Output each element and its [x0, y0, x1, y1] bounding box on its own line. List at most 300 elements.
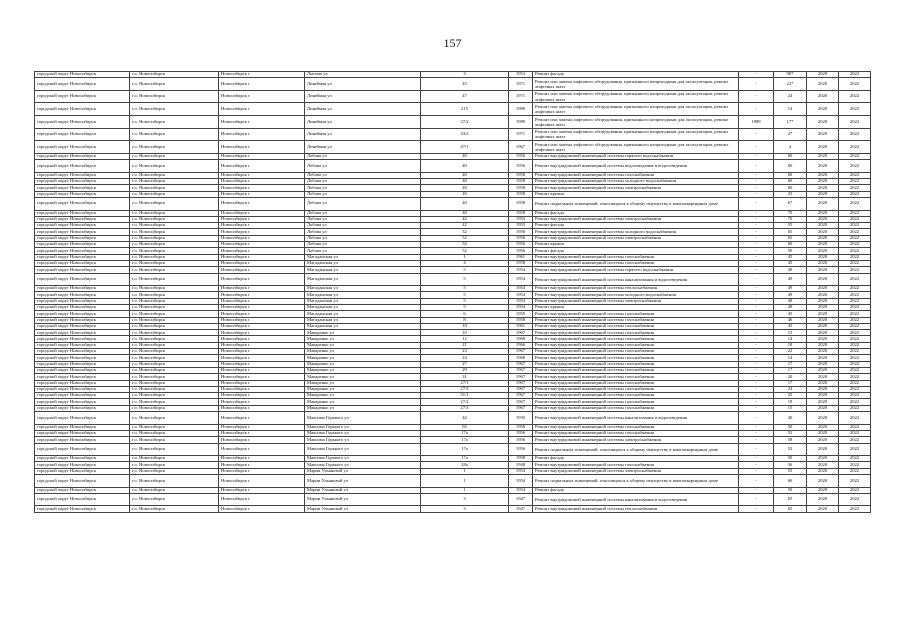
municipality-cell: городской округ Новосибирск: [35, 90, 130, 103]
city-cell: Новосибирск г: [219, 72, 305, 78]
work-type-cell: Ремонт подвальных помещений, относящихся к общему имуществу в многоквартирном доме: [533, 197, 739, 210]
house-number-cell: 40: [421, 191, 509, 197]
city-cell: Новосибирск г: [219, 153, 305, 159]
district-cell: г.о. Новосибирск: [130, 242, 219, 248]
start-year-cell: 2020: [807, 160, 839, 173]
work-type-cell: Ремонт внутридомовой инженерной системы холодного водоснабжения: [533, 229, 739, 235]
house-number-cell: 27/3: [421, 386, 509, 392]
wear-percent-cell: 65: [774, 229, 807, 235]
district-cell: г.о. Новосибирск: [130, 172, 219, 178]
city-cell: Новосибирск г: [219, 235, 305, 241]
city-cell: Новосибирск г: [219, 191, 305, 197]
wear-percent-cell: 60: [774, 185, 807, 191]
work-type-cell: Ремонт крыши: [533, 191, 739, 197]
district-cell: г.о. Новосибирск: [130, 185, 219, 191]
build-year-cell: 1958: [509, 210, 533, 216]
wear-percent-cell: 50: [774, 487, 807, 493]
city-cell: Новосибирск г: [219, 103, 305, 116]
repair-year-cell: -: [739, 160, 774, 173]
table-row: [35, 90, 871, 103]
street-cell: Макаренко ул: [305, 380, 421, 386]
build-year-cell: 1954: [509, 468, 533, 474]
municipality-cell: городской округ Новосибирск: [35, 210, 130, 216]
street-cell: Марии Ульяновой ул: [305, 468, 421, 474]
build-year-cell: 1958: [509, 185, 533, 191]
end-year-cell: 2022: [839, 286, 871, 292]
build-year-cell: 1954: [509, 286, 533, 292]
work-type-cell: Ремонт или замена лифтового оборудования, признанного непригодным для эксплуатации, ремонт лифтовых шахт: [533, 90, 739, 103]
municipality-cell: городской округ Новосибирск: [35, 179, 130, 185]
house-number-cell: 5: [421, 267, 509, 273]
repair-year-cell: -: [739, 487, 774, 493]
build-year-cell: 1967: [509, 367, 533, 373]
work-type-cell: Ремонт внутридомовой инженерной системы газоснабжения: [533, 462, 739, 468]
street-cell: Марии Ульяновой ул: [305, 493, 421, 506]
city-cell: Новосибирск г: [219, 254, 305, 260]
wear-percent-cell: 49: [774, 292, 807, 298]
end-year-cell: 2022: [839, 223, 871, 229]
municipality-cell: городской округ Новосибирск: [35, 336, 130, 342]
street-cell: Максима Горького ул: [305, 430, 421, 436]
end-year-cell: 2022: [839, 487, 871, 493]
street-cell: Марии Ульяновой ул: [305, 475, 421, 488]
district-cell: г.о. Новосибирск: [130, 386, 219, 392]
district-cell: г.о. Новосибирск: [130, 493, 219, 506]
end-year-cell: 2022: [839, 160, 871, 173]
city-cell: Новосибирск г: [219, 361, 305, 367]
build-year-cell: 1967: [509, 374, 533, 380]
end-year-cell: 2022: [839, 248, 871, 254]
wear-percent-cell: 46: [774, 317, 807, 323]
wear-percent-cell: 27: [774, 128, 807, 141]
end-year-cell: 2022: [839, 412, 871, 425]
wear-percent-cell: 52: [774, 430, 807, 436]
build-year-cell: 1950: [509, 424, 533, 430]
work-type-cell: Ремонт или замена лифтового оборудования, признанного непригодным для эксплуатации, ремонт лифтовых шахт: [533, 116, 739, 129]
end-year-cell: 2022: [839, 254, 871, 260]
end-year-cell: 2022: [839, 153, 871, 159]
city-cell: Новосибирск г: [219, 336, 305, 342]
wear-percent-cell: 55: [774, 223, 807, 229]
municipality-cell: городской округ Новосибирск: [35, 323, 130, 329]
municipality-cell: городской округ Новосибирск: [35, 78, 130, 91]
work-type-cell: Ремонт внутридомовой инженерной системы газоснабжения: [533, 355, 739, 361]
start-year-cell: 2020: [807, 487, 839, 493]
start-year-cell: 2020: [807, 380, 839, 386]
district-cell: г.о. Новосибирск: [130, 197, 219, 210]
wear-percent-cell: 19: [774, 399, 807, 405]
district-cell: г.о. Новосибирск: [130, 355, 219, 361]
city-cell: Новосибирск г: [219, 216, 305, 222]
build-year-cell: 1958: [509, 191, 533, 197]
end-year-cell: 2022: [839, 90, 871, 103]
work-type-cell: Ремонт крыши: [533, 304, 739, 310]
end-year-cell: 2022: [839, 185, 871, 191]
repair-year-cell: -: [739, 412, 774, 425]
start-year-cell: 2020: [807, 506, 839, 512]
wear-percent-cell: 17: [774, 380, 807, 386]
repair-year-cell: -: [739, 405, 774, 411]
build-year-cell: 1956: [509, 430, 533, 436]
street-cell: Магаданская ул: [305, 286, 421, 292]
city-cell: Новосибирск г: [219, 412, 305, 425]
start-year-cell: 2020: [807, 172, 839, 178]
repair-year-cell: -: [739, 103, 774, 116]
start-year-cell: 2020: [807, 412, 839, 425]
end-year-cell: 2022: [839, 191, 871, 197]
repair-year-cell: -: [739, 216, 774, 222]
wear-percent-cell: 14: [774, 336, 807, 342]
street-cell: Макаренко ул: [305, 393, 421, 399]
city-cell: Новосибирск г: [219, 456, 305, 462]
street-cell: Максима Горького ул: [305, 412, 421, 425]
start-year-cell: 2020: [807, 443, 839, 456]
wear-percent-cell: 907: [774, 72, 807, 78]
start-year-cell: 2020: [807, 367, 839, 373]
city-cell: Новосибирск г: [219, 172, 305, 178]
start-year-cell: 2020: [807, 185, 839, 191]
street-cell: Максима Горького ул: [305, 456, 421, 462]
wear-percent-cell: 65: [774, 506, 807, 512]
work-type-cell: Ремонт внутридомовой инженерной системы электроснабжения: [533, 185, 739, 191]
house-number-cell: 92: [421, 424, 509, 430]
repair-year-cell: -: [739, 493, 774, 506]
start-year-cell: 2020: [807, 292, 839, 298]
wear-percent-cell: 60: [774, 242, 807, 248]
end-year-cell: 2022: [839, 141, 871, 154]
street-cell: Макаренко ул: [305, 374, 421, 380]
house-number-cell: 17а: [421, 437, 509, 443]
end-year-cell: 2022: [839, 374, 871, 380]
district-cell: г.о. Новосибирск: [130, 437, 219, 443]
build-year-cell: 1966: [509, 342, 533, 348]
work-type-cell: Ремонт внутридомовой инженерной системы газоснабжения: [533, 405, 739, 411]
district-cell: г.о. Новосибирск: [130, 323, 219, 329]
start-year-cell: 2020: [807, 298, 839, 304]
work-type-cell: Ремонт внутридомовой инженерной системы газоснабжения: [533, 367, 739, 373]
start-year-cell: 2020: [807, 78, 839, 91]
start-year-cell: 2020: [807, 374, 839, 380]
house-number-cell: 10: [421, 323, 509, 329]
street-cell: Макаренко ул: [305, 349, 421, 355]
district-cell: г.о. Новосибирск: [130, 273, 219, 286]
street-cell: Лобова ул: [305, 210, 421, 216]
repair-year-cell: -: [739, 355, 774, 361]
end-year-cell: 2022: [839, 405, 871, 411]
district-cell: г.о. Новосибирск: [130, 160, 219, 173]
street-cell: Магаданская ул: [305, 260, 421, 266]
city-cell: Новосибирск г: [219, 487, 305, 493]
municipality-cell: городской округ Новосибирск: [35, 317, 130, 323]
work-type-cell: Ремонт внутридомовой инженерной системы водоотведения и водоотведения: [533, 160, 739, 173]
repair-year-cell: -: [739, 298, 774, 304]
end-year-cell: 2022: [839, 116, 871, 129]
start-year-cell: 2020: [807, 361, 839, 367]
district-cell: г.о. Новосибирск: [130, 380, 219, 386]
start-year-cell: 2020: [807, 386, 839, 392]
house-number-cell: 40: [421, 153, 509, 159]
city-cell: Новосибирск г: [219, 323, 305, 329]
street-cell: Линейная ул: [305, 141, 421, 154]
end-year-cell: 2022: [839, 437, 871, 443]
start-year-cell: 2020: [807, 103, 839, 116]
house-number-cell: 17а: [421, 456, 509, 462]
house-number-cell: 47: [421, 90, 509, 103]
wear-percent-cell: 49: [774, 267, 807, 273]
city-cell: Новосибирск г: [219, 311, 305, 317]
house-number-cell: 1: [421, 475, 509, 488]
municipality-cell: городской округ Новосибирск: [35, 254, 130, 260]
municipality-cell: городской округ Новосибирск: [35, 292, 130, 298]
municipality-cell: городской округ Новосибирск: [35, 374, 130, 380]
street-cell: Лобова ул: [305, 160, 421, 173]
build-year-cell: 1956: [509, 248, 533, 254]
end-year-cell: 2022: [839, 179, 871, 185]
house-number-cell: 1: [421, 254, 509, 260]
work-type-cell: Ремонт внутридомовой инженерной системы газоснабжения: [533, 254, 739, 260]
end-year-cell: 2022: [839, 475, 871, 488]
city-cell: Новосибирск г: [219, 399, 305, 405]
start-year-cell: 2020: [807, 330, 839, 336]
city-cell: Новосибирск г: [219, 260, 305, 266]
end-year-cell: 2022: [839, 336, 871, 342]
work-type-cell: Ремонт или замена лифтового оборудования, признанного непригодным для эксплуатации, ремонт лифтовых шахт: [533, 141, 739, 154]
municipality-cell: городской округ Новосибирск: [35, 311, 130, 317]
district-cell: г.о. Новосибирск: [130, 286, 219, 292]
house-number-cell: 45: [421, 78, 509, 91]
city-cell: Новосибирск г: [219, 386, 305, 392]
municipality-cell: городской округ Новосибирск: [35, 493, 130, 506]
municipality-cell: городской округ Новосибирск: [35, 298, 130, 304]
start-year-cell: 2020: [807, 210, 839, 216]
work-type-cell: Ремонт внутридомовой инженерной системы газоснабжения: [533, 342, 739, 348]
start-year-cell: 2020: [807, 399, 839, 405]
wear-percent-cell: 49: [774, 304, 807, 310]
street-cell: Марии Ульяновой ул: [305, 506, 421, 512]
repair-year-cell: -: [739, 462, 774, 468]
repair-year-cell: -: [739, 72, 774, 78]
start-year-cell: 2020: [807, 456, 839, 462]
build-year-cell: 1956: [509, 153, 533, 159]
repair-year-cell: -: [739, 330, 774, 336]
build-year-cell: 1967: [509, 349, 533, 355]
build-year-cell: 1989: [509, 116, 533, 129]
district-cell: г.о. Новосибирск: [130, 267, 219, 273]
build-year-cell: 1968: [509, 355, 533, 361]
street-cell: Линейная ул: [305, 90, 421, 103]
city-cell: Новосибирск г: [219, 179, 305, 185]
work-type-cell: Ремонт фасада: [533, 72, 739, 78]
city-cell: Новосибирск г: [219, 90, 305, 103]
work-type-cell: Ремонт внутридомовой инженерной системы газоснабжения: [533, 317, 739, 323]
end-year-cell: 2022: [839, 424, 871, 430]
start-year-cell: 2020: [807, 90, 839, 103]
repair-year-cell: -: [739, 172, 774, 178]
repair-year-cell: -: [739, 235, 774, 241]
street-cell: Лобова ул: [305, 191, 421, 197]
start-year-cell: 2020: [807, 336, 839, 342]
repair-year-cell: -: [739, 229, 774, 235]
wear-percent-cell: 65: [774, 235, 807, 241]
work-type-cell: Ремонт внутридомовой инженерной системы электроснабжения: [533, 298, 739, 304]
municipality-cell: городской округ Новосибирск: [35, 128, 130, 141]
end-year-cell: 2022: [839, 443, 871, 456]
municipality-cell: городской округ Новосибирск: [35, 191, 130, 197]
end-year-cell: 2022: [839, 292, 871, 298]
wear-percent-cell: 24: [774, 386, 807, 392]
build-year-cell: 1954: [509, 298, 533, 304]
city-cell: Новосибирск г: [219, 380, 305, 386]
repair-year-cell: -: [739, 380, 774, 386]
repair-year-cell: -: [739, 311, 774, 317]
house-number-cell: 27/3: [421, 405, 509, 411]
wear-percent-cell: 25: [774, 191, 807, 197]
build-year-cell: 1953: [509, 223, 533, 229]
house-number-cell: 40: [421, 172, 509, 178]
table-row: [35, 103, 871, 116]
municipality-cell: городской округ Новосибирск: [35, 286, 130, 292]
end-year-cell: 2022: [839, 330, 871, 336]
city-cell: Новосибирск г: [219, 223, 305, 229]
street-cell: Лобова ул: [305, 197, 421, 210]
municipality-cell: городской округ Новосибирск: [35, 399, 130, 405]
city-cell: Новосибирск г: [219, 493, 305, 506]
municipality-cell: городской округ Новосибирск: [35, 260, 130, 266]
work-type-cell: Ремонт внутридомовой инженерной системы газоснабжения: [533, 374, 739, 380]
work-type-cell: Ремонт внутридомовой инженерной системы электроснабжения: [533, 437, 739, 443]
municipality-cell: городской округ Новосибирск: [35, 437, 130, 443]
build-year-cell: 1961: [509, 254, 533, 260]
wear-percent-cell: 49: [774, 273, 807, 286]
build-year-cell: 1967: [509, 405, 533, 411]
house-number-cell: 42: [421, 223, 509, 229]
end-year-cell: 2022: [839, 172, 871, 178]
work-type-cell: Ремонт подвальных помещений, относящихся к общему имуществу в многоквартирном доме: [533, 443, 739, 456]
build-year-cell: 1967: [509, 399, 533, 405]
house-number-cell: 52: [421, 235, 509, 241]
municipality-cell: городской округ Новосибирск: [35, 153, 130, 159]
start-year-cell: 2020: [807, 116, 839, 129]
repair-year-cell: -: [739, 267, 774, 273]
city-cell: Новосибирск г: [219, 304, 305, 310]
start-year-cell: 2020: [807, 349, 839, 355]
house-number-cell: 40: [421, 185, 509, 191]
city-cell: Новосибирск г: [219, 374, 305, 380]
repair-year-cell: -: [739, 374, 774, 380]
end-year-cell: 2022: [839, 304, 871, 310]
build-year-cell: 1954: [509, 292, 533, 298]
build-year-cell: 1954: [509, 487, 533, 493]
street-cell: Магаданская ул: [305, 292, 421, 298]
district-cell: г.о. Новосибирск: [130, 141, 219, 154]
municipality-cell: городской округ Новосибирск: [35, 393, 130, 399]
work-type-cell: Ремонт внутридомовой инженерной системы газоснабжения: [533, 349, 739, 355]
wear-percent-cell: 17: [774, 367, 807, 373]
work-type-cell: Ремонт внутридомовой инженерной системы электроснабжения: [533, 468, 739, 474]
district-cell: г.о. Новосибирск: [130, 342, 219, 348]
city-cell: Новосибирск г: [219, 355, 305, 361]
street-cell: Магаданская ул: [305, 298, 421, 304]
district-cell: г.о. Новосибирск: [130, 487, 219, 493]
build-year-cell: 1959: [509, 311, 533, 317]
municipality-cell: городской округ Новосибирск: [35, 216, 130, 222]
build-year-cell: 1958: [509, 260, 533, 266]
end-year-cell: 2022: [839, 298, 871, 304]
house-number-cell: 12: [421, 336, 509, 342]
district-cell: г.о. Новосибирск: [130, 317, 219, 323]
build-year-cell: 1989: [509, 103, 533, 116]
district-cell: г.о. Новосибирск: [130, 304, 219, 310]
municipality-cell: городской округ Новосибирск: [35, 462, 130, 468]
end-year-cell: 2022: [839, 216, 871, 222]
street-cell: Макаренко ул: [305, 355, 421, 361]
district-cell: г.о. Новосибирск: [130, 456, 219, 462]
city-cell: Новосибирск г: [219, 342, 305, 348]
street-cell: Лобова ул: [305, 242, 421, 248]
street-cell: Магаданская ул: [305, 267, 421, 273]
build-year-cell: 1967: [509, 380, 533, 386]
start-year-cell: 2020: [807, 355, 839, 361]
house-number-cell: 5: [421, 298, 509, 304]
municipality-cell: городской округ Новосибирск: [35, 475, 130, 488]
end-year-cell: 2022: [839, 361, 871, 367]
house-number-cell: 52: [421, 248, 509, 254]
municipality-cell: городской округ Новосибирск: [35, 242, 130, 248]
house-number-cell: 17а: [421, 443, 509, 456]
wear-percent-cell: 20: [774, 374, 807, 380]
repair-year-cell: -: [739, 191, 774, 197]
table-row: [35, 443, 871, 456]
repair-year-cell: -: [739, 443, 774, 456]
repair-year-cell: -: [739, 361, 774, 367]
start-year-cell: 2020: [807, 462, 839, 468]
repair-year-cell: -: [739, 128, 774, 141]
start-year-cell: 2020: [807, 267, 839, 273]
build-year-cell: 1954: [509, 475, 533, 488]
start-year-cell: 2020: [807, 393, 839, 399]
house-number-cell: 47/1: [421, 141, 509, 154]
work-type-cell: Ремонт внутридомовой инженерной системы газоснабжения: [533, 330, 739, 336]
district-cell: г.о. Новосибирск: [130, 191, 219, 197]
street-cell: Макаренко ул: [305, 367, 421, 373]
build-year-cell: 1967: [509, 386, 533, 392]
work-type-cell: Ремонт внутридомовой инженерной системы канализования и водоотведения: [533, 493, 739, 506]
municipality-cell: городской округ Новосибирск: [35, 72, 130, 78]
wear-percent-cell: 49: [774, 298, 807, 304]
house-number-cell: 3: [421, 506, 509, 512]
wear-percent-cell: 50: [774, 424, 807, 430]
district-cell: г.о. Новосибирск: [130, 475, 219, 488]
end-year-cell: 2022: [839, 260, 871, 266]
work-type-cell: Ремонт внутридомовой инженерной системы газоснабжения: [533, 424, 739, 430]
municipality-cell: городской округ Новосибирск: [35, 443, 130, 456]
city-cell: Новосибирск г: [219, 242, 305, 248]
street-cell: Лобова ул: [305, 229, 421, 235]
build-year-cell: 1956: [509, 437, 533, 443]
build-year-cell: 1953: [509, 72, 533, 78]
street-cell: Лобова ул: [305, 179, 421, 185]
table-row: [35, 78, 871, 91]
work-type-cell: Ремонт крыши: [533, 242, 739, 248]
municipality-cell: городской округ Новосибирск: [35, 103, 130, 116]
repair-year-cell: -: [739, 317, 774, 323]
repair-year-cell: 1989: [739, 116, 774, 129]
repair-year-cell: -: [739, 286, 774, 292]
wear-percent-cell: 52: [774, 443, 807, 456]
district-cell: г.о. Новосибирск: [130, 223, 219, 229]
build-year-cell: 1935: [509, 412, 533, 425]
city-cell: Новосибирск г: [219, 468, 305, 474]
